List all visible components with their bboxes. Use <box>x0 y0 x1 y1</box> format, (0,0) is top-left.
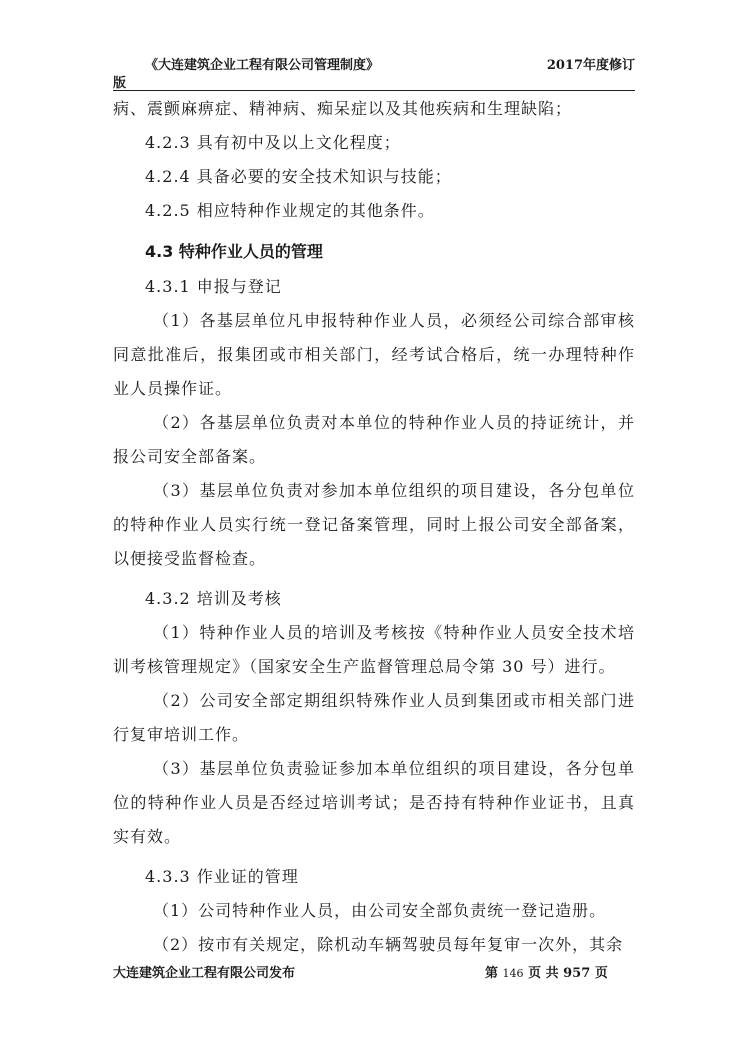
page-current: 146 <box>502 967 524 980</box>
header-divider <box>113 90 635 91</box>
page-total: 957 <box>563 966 591 981</box>
revision-label: 2017年度修订 <box>546 58 635 73</box>
subsection-title-4-3-3: 4.3.3 作业证的管理 <box>145 867 299 886</box>
subsection-title-4-3-2: 4.3.2 培训及考核 <box>145 589 282 608</box>
clause-4-2-3: 4.2.3 具有初中及以上文化程度； <box>145 133 401 152</box>
revision-label-tail: 版 <box>113 76 127 91</box>
paragraph-4-3-2-2: （2）公司安全部定期组织特殊作业人员到集团或市相关部门进行复审培训工作。 <box>113 691 635 744</box>
paragraph-4-3-1-3: （3）基层单位负责对参加本单位组织的项目建设，各分包单位的特种作业人员实行统一登记备案管理，同时上报公司安全部备案，以便接受监督检查。 <box>113 481 635 568</box>
clause-4-2-4: 4.2.4 具备必要的安全技术知识与技能； <box>145 167 452 186</box>
subsection-title-4-3-1: 4.3.1 申报与登记 <box>145 277 282 296</box>
page-header <box>113 52 635 90</box>
document-title: 《大连建筑企业工程有限公司管理制度》 <box>145 58 380 73</box>
page-prefix: 第 <box>485 966 499 981</box>
page-number <box>485 962 608 981</box>
paragraph-4-3-1-1: （1）各基层单位凡申报特种作业人员，必须经公司综合部审核同意批准后，报集团或市相关部门，经考试合格后，统一办理特种作业人员操作证。 <box>113 311 635 398</box>
paragraph-4-3-2-3: （3）基层单位负责验证参加本单位组织的项目建设，各分包单位的特种作业人员是否经过培训考试；是否持有特种作业证书，且真实有效。 <box>113 759 635 846</box>
page-footer <box>113 962 635 982</box>
paragraph-4-3-3-1: （1）公司特种作业人员，由公司安全部负责统一登记造册。 <box>153 901 607 920</box>
document-body <box>113 92 635 962</box>
paragraph-4-3-2-1: （1）特种作业人员的培训及考核按《特种作业人员安全技术培训考核管理规定》（国家安全生产监督管理总局令第 30 号）进行。 <box>113 623 635 676</box>
section-heading-4-3: 4.3 特种作业人员的管理 <box>145 242 323 261</box>
paragraph-4-3-3-2: （2）按市有关规定，除机动车辆驾驶员每年复审一次外，其余 <box>153 935 624 954</box>
clause-4-2-5: 4.2.5 相应特种作业规定的其他条件。 <box>145 201 435 220</box>
page-suffix: 页 <box>594 966 608 981</box>
body-line: 病、震颤麻痹症、精神病、痴呆症以及其他疾病和生理缺陷； <box>113 99 573 118</box>
publisher-label: 大连建筑企业工程有限公司发布 <box>113 966 296 981</box>
page-mid: 页 共 <box>528 966 559 981</box>
paragraph-4-3-1-2: （2）各基层单位负责对本单位的特种作业人员的持证统计，并报公司安全部备案。 <box>113 413 635 466</box>
